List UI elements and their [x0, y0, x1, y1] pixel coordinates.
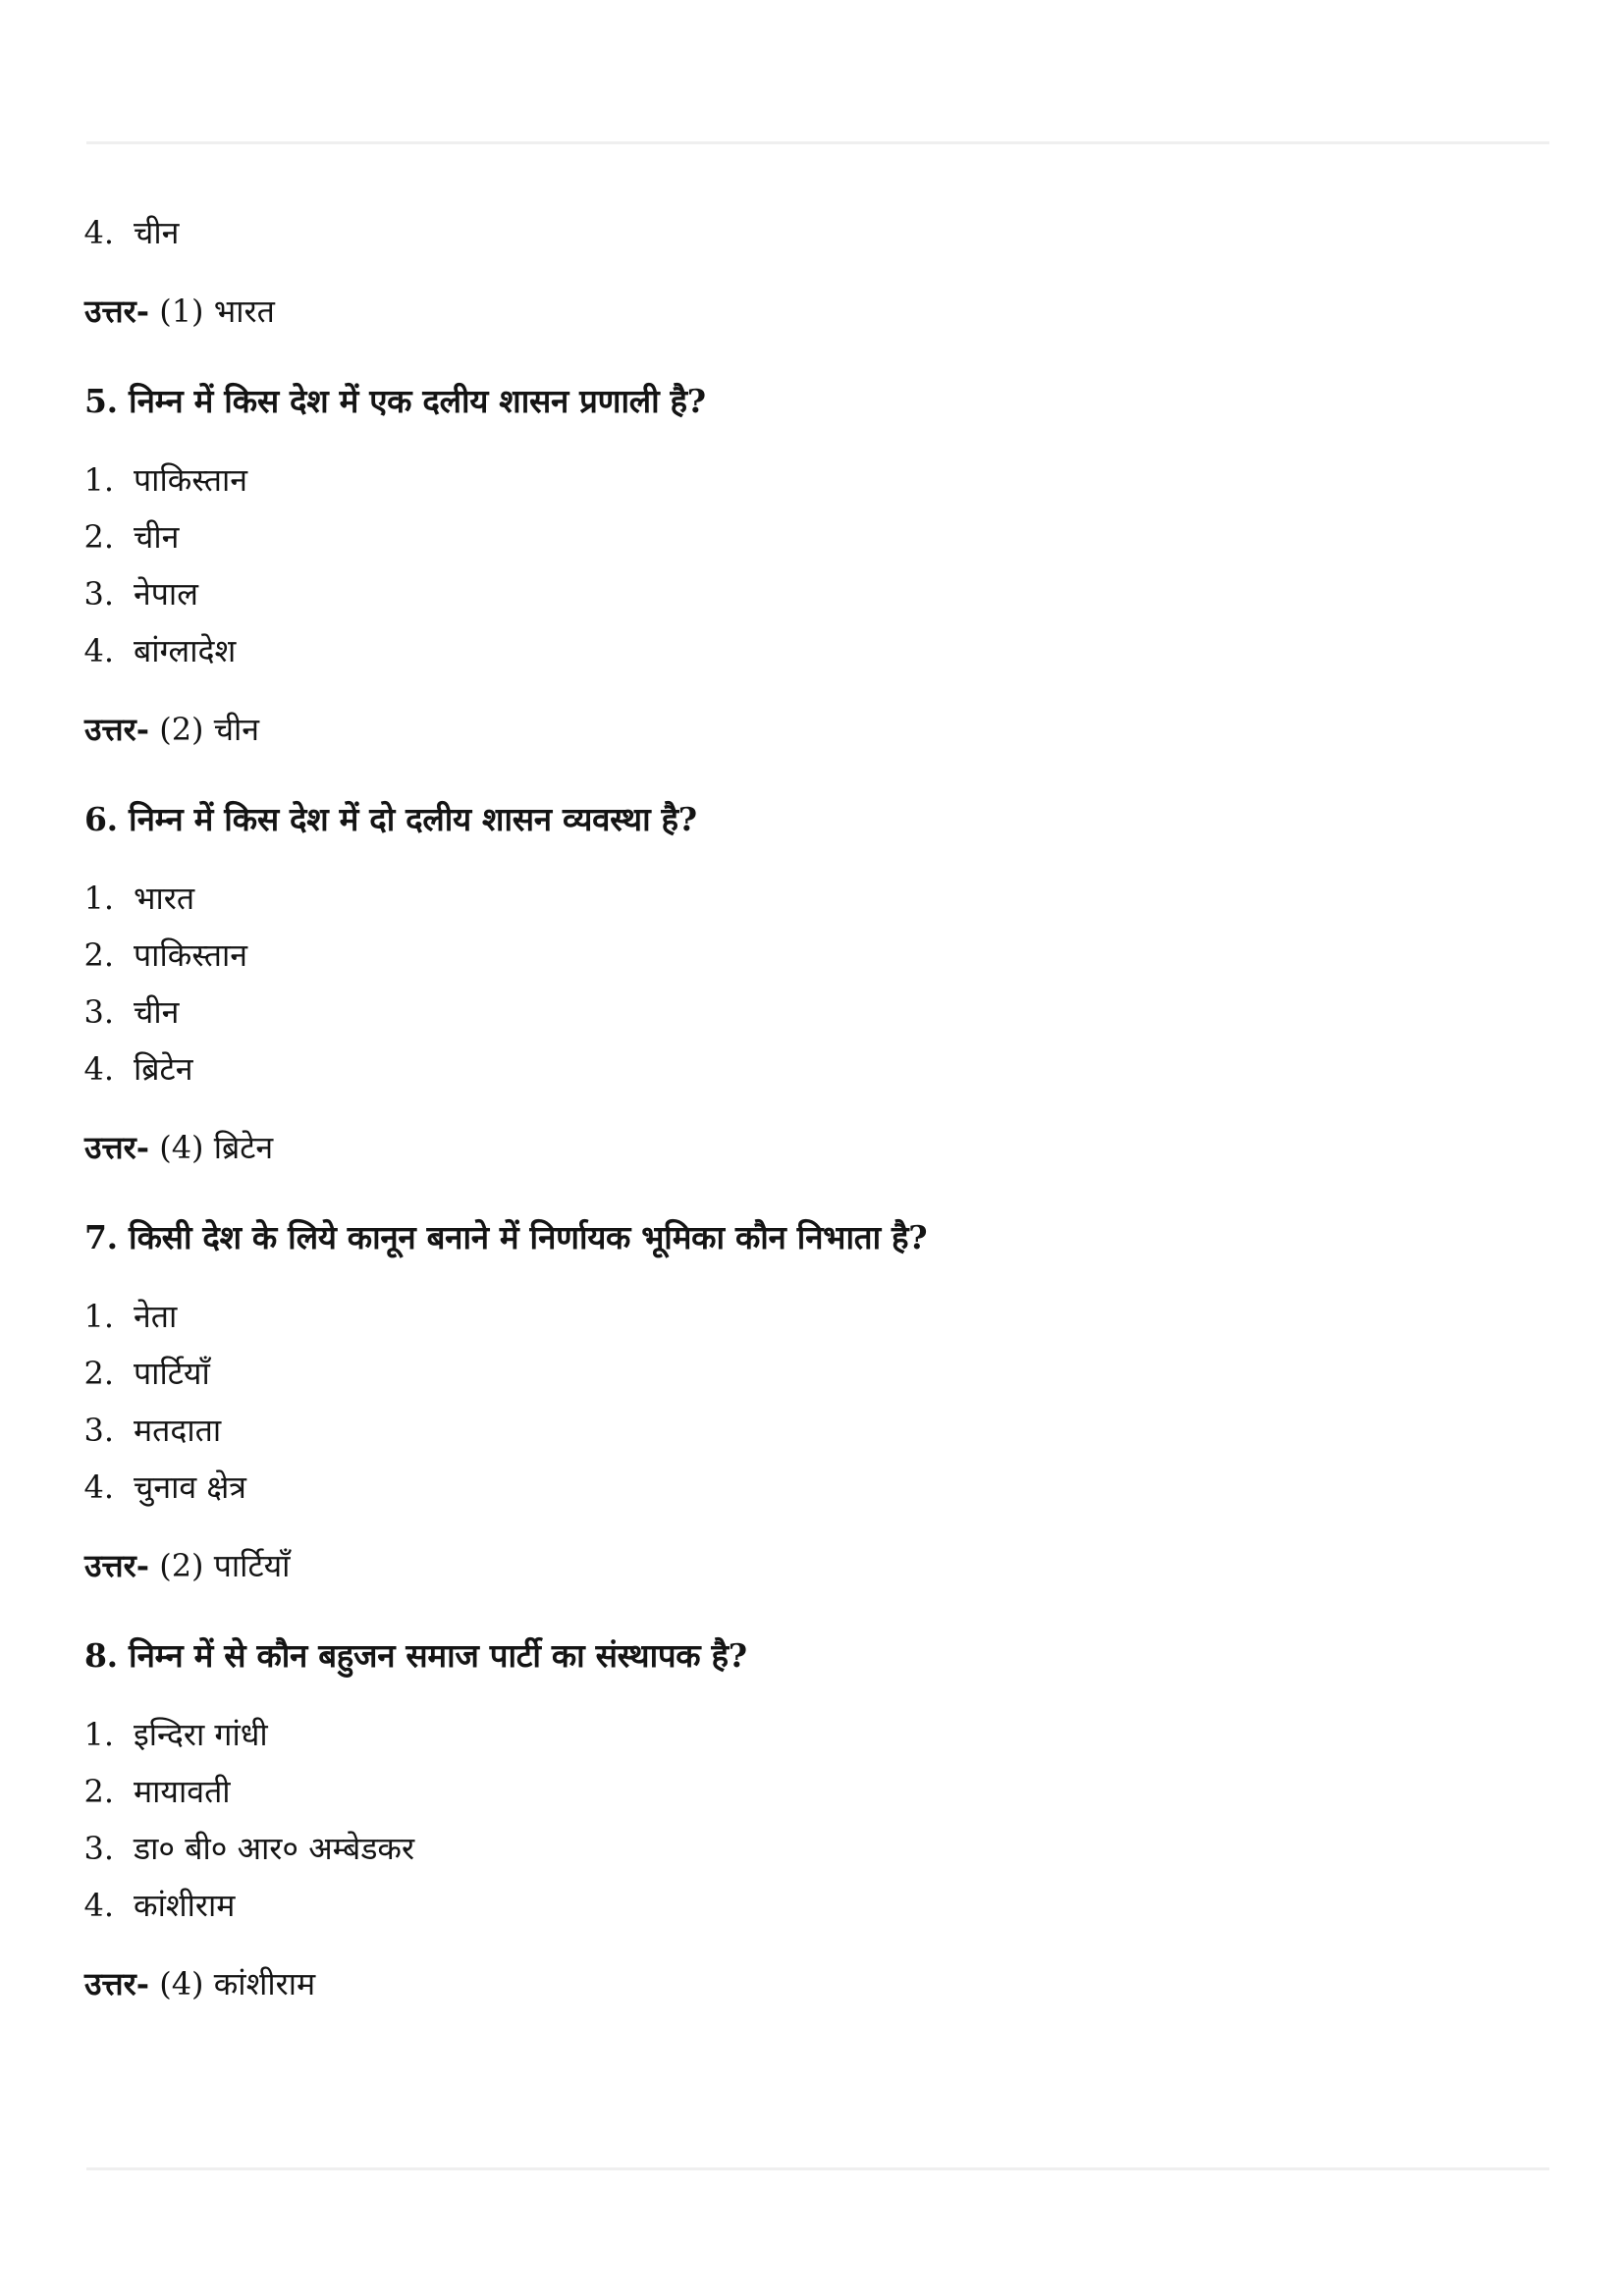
option-number: 1.: [83, 461, 114, 499]
answer-text: (4) कांशीराम: [149, 1965, 316, 2002]
option-number: 3.: [83, 575, 114, 613]
option-text: नेता: [134, 1298, 178, 1335]
option-item: [84, 1459, 1538, 1516]
option-text: नेपाल: [134, 575, 198, 613]
answer-line: [84, 707, 1538, 752]
option-text: ब्रिटेन: [134, 1050, 193, 1088]
answer-text: (1) भारत: [149, 293, 275, 330]
answer-line: [84, 1125, 1538, 1170]
option-item: [84, 508, 1538, 565]
option-text: पार्टियाँ: [134, 1355, 210, 1392]
option-text: कांशीराम: [134, 1887, 236, 1924]
option-text: चीन: [134, 214, 180, 251]
option-text: बांग्लादेश: [134, 632, 237, 669]
option-number: 3.: [83, 993, 114, 1031]
options-list-8: [84, 1706, 1538, 1934]
options-list-5: [84, 452, 1538, 679]
options-list-6: [84, 870, 1538, 1097]
answer-label: उत्तर-: [84, 1129, 150, 1166]
header-divider: [86, 141, 1549, 144]
option-text: डा० बी० आर० अम्बेडकर: [134, 1830, 415, 1867]
option-number: 4.: [83, 1887, 114, 1924]
option-number: 2.: [83, 1773, 114, 1810]
option-number: 1.: [83, 1716, 114, 1753]
option-item: [84, 984, 1538, 1041]
option-number: 1.: [83, 1298, 114, 1335]
footer-divider: [86, 2167, 1549, 2170]
option-item: [84, 1820, 1538, 1877]
option-item: [84, 204, 1538, 261]
answer-text: (2) पार्टियाँ: [149, 1547, 291, 1584]
question-6: 6. निम्न में किस देश में दो दलीय शासन व्यवस्था है?: [84, 800, 697, 838]
option-item: [84, 1345, 1538, 1402]
option-number: 2.: [83, 518, 114, 556]
option-item: [84, 1706, 1538, 1763]
document-body: [84, 204, 1538, 2006]
answer-label: उत्तर-: [84, 711, 150, 748]
option-item: [84, 927, 1538, 984]
option-number: 3.: [83, 1412, 114, 1449]
question-8: 8. निम्न में से कौन बहुजन समाज पार्टी का संस्थापक है?: [84, 1636, 747, 1675]
answer-label: उत्तर-: [84, 1965, 150, 2002]
options-list-7: [84, 1288, 1538, 1516]
option-item: [84, 1763, 1538, 1820]
option-item: [84, 1288, 1538, 1345]
option-item: [84, 565, 1538, 622]
question-7: 7. किसी देश के लिये कानून बनाने में निर्णायक भूमिका कौन निभाता है?: [84, 1218, 928, 1256]
option-item: [84, 622, 1538, 679]
answer-label: उत्तर-: [84, 1547, 150, 1584]
option-item: [84, 1877, 1538, 1934]
answer-label: उत्तर-: [84, 293, 150, 330]
option-text: पाकिस्तान: [134, 461, 248, 499]
option-number: 4.: [83, 1468, 114, 1506]
question-5: 5. निम्न में किस देश में एक दलीय शासन प्रणाली है?: [84, 382, 706, 420]
answer-line: [84, 1961, 1538, 2006]
option-item: [84, 452, 1538, 508]
option-number: 4.: [83, 632, 114, 669]
option-item: [84, 1402, 1538, 1459]
option-number: 4.: [83, 1050, 114, 1088]
answer-text: (2) चीन: [149, 711, 260, 748]
option-text: चीन: [134, 993, 180, 1031]
option-number: 3.: [83, 1830, 114, 1867]
option-item: [84, 870, 1538, 927]
option-text: इन्दिरा गांधी: [134, 1716, 268, 1753]
option-text: चीन: [134, 518, 180, 556]
option-text: चुनाव क्षेत्र: [134, 1468, 246, 1506]
option-text: भारत: [134, 880, 195, 917]
option-text: पाकिस्तान: [134, 936, 248, 974]
option-text: मतदाता: [134, 1412, 222, 1449]
option-number: 1.: [83, 880, 114, 917]
option-text: मायावती: [134, 1773, 231, 1810]
option-number: 2.: [83, 1355, 114, 1392]
option-item: [84, 1041, 1538, 1097]
option-number: 4.: [83, 214, 114, 251]
answer-text: (4) ब्रिटेन: [149, 1129, 274, 1166]
answer-line: [84, 289, 1538, 334]
option-number: 2.: [83, 936, 114, 974]
answer-line: [84, 1543, 1538, 1588]
